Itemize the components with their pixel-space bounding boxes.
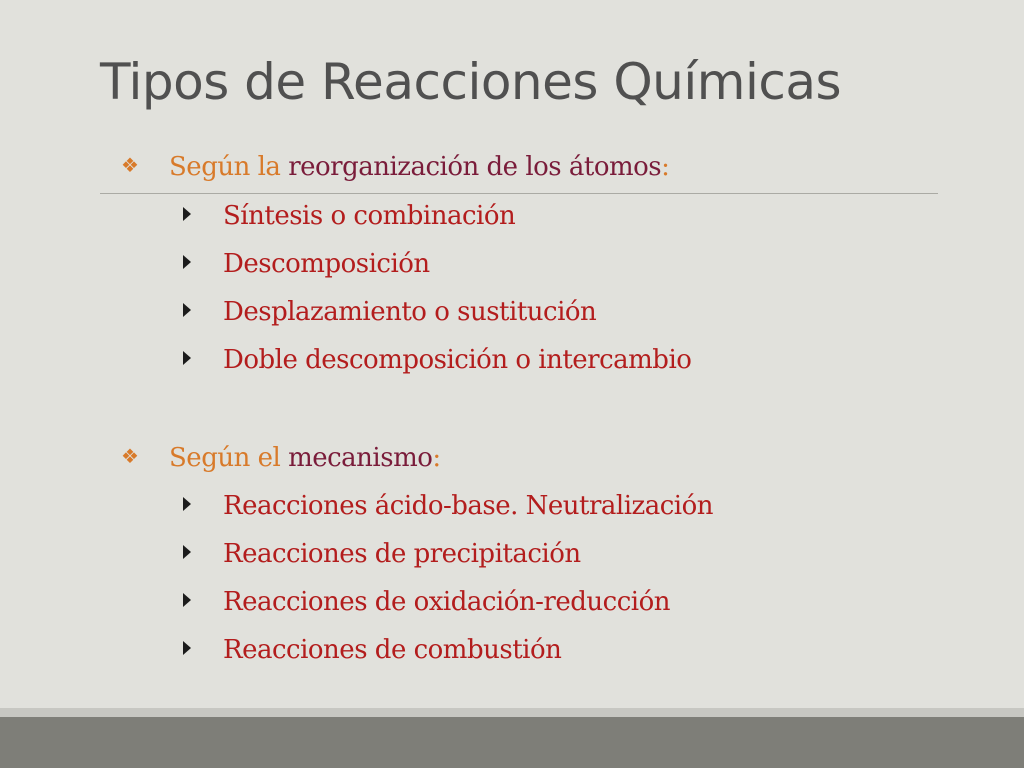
list-item-text: Reacciones de precipitación: [223, 539, 581, 569]
right-triangle-bullet-icon: [183, 351, 191, 365]
list-item: [181, 632, 561, 668]
list-item-text: Síntesis o combinación: [223, 201, 516, 231]
section-lead: Según la: [169, 152, 289, 182]
list-item: [181, 342, 691, 378]
list-item: [181, 246, 430, 282]
section-colon: :: [661, 152, 670, 182]
section-lead: Según el: [169, 443, 289, 473]
right-triangle-bullet-icon: [183, 255, 191, 269]
footer-band-light: [0, 708, 1024, 717]
four-diamond-bullet-icon: ❖: [121, 153, 139, 177]
right-triangle-bullet-icon: [183, 545, 191, 559]
list-item-text: Descomposición: [223, 249, 430, 279]
section-heading-reorganizacion: [121, 149, 669, 186]
slide-title: Tipos de Reacciones Químicas: [100, 53, 842, 111]
section-colon: :: [432, 443, 441, 473]
right-triangle-bullet-icon: [183, 641, 191, 655]
footer-band-dark: [0, 717, 1024, 768]
right-triangle-bullet-icon: [183, 593, 191, 607]
list-item: [181, 536, 581, 572]
list-item-text: Doble descomposición o intercambio: [223, 345, 692, 375]
list-item-text: Reacciones de combustión: [223, 635, 562, 665]
section-keyword: reorganización de los átomos: [288, 152, 662, 182]
list-item-text: Desplazamiento o sustitución: [223, 297, 597, 327]
section-keyword: mecanismo: [288, 443, 433, 473]
list-item: [181, 584, 670, 620]
list-item: [181, 488, 713, 524]
list-item-text: Reacciones de oxidación-reducción: [223, 587, 670, 617]
right-triangle-bullet-icon: [183, 497, 191, 511]
section-heading-mecanismo: [121, 440, 441, 477]
list-item-text: Reacciones ácido-base. Neutralización: [223, 491, 714, 521]
list-item: [181, 198, 515, 234]
right-triangle-bullet-icon: [183, 207, 191, 221]
four-diamond-bullet-icon: ❖: [121, 444, 139, 468]
title-divider: [100, 193, 938, 194]
right-triangle-bullet-icon: [183, 303, 191, 317]
list-item: [181, 294, 596, 330]
